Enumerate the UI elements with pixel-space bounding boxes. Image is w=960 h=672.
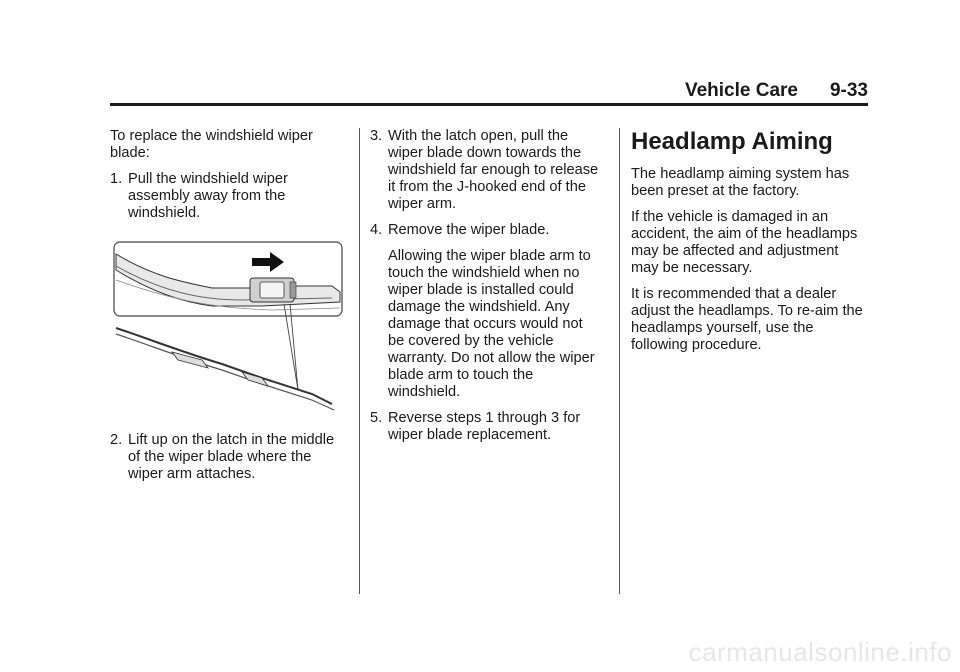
- paragraph: If the vehicle is damaged in an accident, the aim of the headlamps may be affected and adjustment may be necessary.: [631, 209, 858, 276]
- step-text: With the latch open, pull the wiper blade down towards the windshield far enough to release it from the J-hooked end of the wiper arm.: [388, 128, 599, 212]
- step-number: 5.: [370, 410, 383, 426]
- step-2: [110, 432, 342, 483]
- paragraph: The headlamp aiming system has been preset at the factory.: [631, 166, 850, 199]
- wiper-blade-icon: [112, 240, 344, 420]
- section-title: Vehicle Care: [684, 80, 798, 101]
- step-3: [370, 128, 602, 213]
- step-text: Reverse steps 1 through 3 for wiper blade replacement.: [388, 410, 581, 443]
- page-number: 9-33: [829, 80, 868, 101]
- warning-text: Allowing the wiper blade arm to touch the windshield when no wiper blade is installed could damage the windshield. Any damage that occurs would not be covered by the vehicle warranty. Do not allow the wiper blade arm to touch the windshield.: [388, 248, 595, 400]
- step-number: 2.: [110, 432, 123, 448]
- step-text: Remove the wiper blade.: [388, 222, 550, 238]
- step-text: Pull the windshield wiper assembly away from the windshield.: [128, 171, 288, 221]
- step-5: [370, 410, 602, 444]
- column-3: [631, 128, 866, 363]
- step-4: [370, 222, 602, 239]
- step-1: [110, 171, 342, 222]
- column-divider: [619, 128, 620, 594]
- step-number: 3.: [370, 128, 383, 144]
- wiper-illustration: [112, 240, 344, 420]
- watermark: carmanualsonline.info: [688, 637, 952, 667]
- section-heading: Headlamp Aiming: [631, 128, 833, 155]
- column-1: [110, 128, 342, 231]
- column-2: [370, 128, 602, 453]
- page-header: [108, 80, 868, 104]
- intro-text: To replace the windshield wiper blade:: [110, 128, 313, 161]
- step-text: Lift up on the latch in the middle of the wiper blade where the wiper arm attaches.: [128, 432, 335, 482]
- step-number: 1.: [110, 171, 123, 187]
- column-divider: [359, 128, 360, 594]
- paragraph: It is recommended that a dealer adjust the headlamps. To re-aim the headlamps yourself, use the following procedure.: [631, 286, 863, 353]
- header-rule: [110, 103, 868, 106]
- step-number: 4.: [370, 222, 383, 238]
- column-1-lower: [110, 432, 342, 492]
